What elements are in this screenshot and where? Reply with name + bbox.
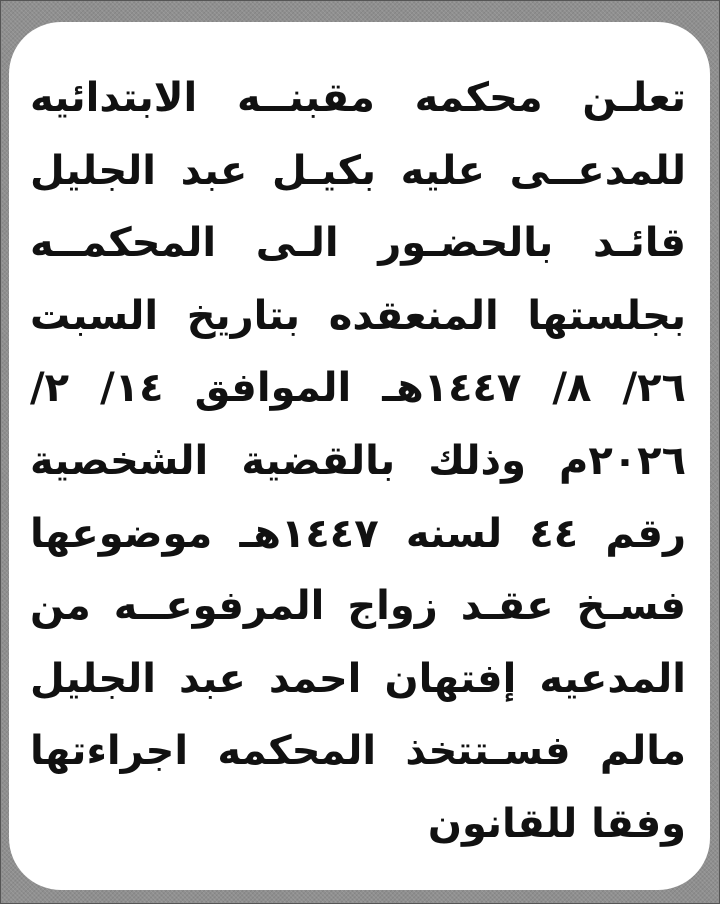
notice-line: تعلـن محكمه مقبنــه الابتدائيه (30, 75, 686, 121)
notice-line: قائـد بالحضـور الـى المحكمــه (30, 220, 686, 267)
notice-line: مالم فسـتتخذ المحكمه اجراءتها (30, 728, 686, 775)
notice-line: وفقا للقانون (427, 800, 686, 847)
notice-line: للمدعــى عليه بكيـل عبد الجليل (30, 147, 686, 194)
notice-line: فسـخ عقـد زواج المرفوعــه من (30, 583, 686, 630)
notice-line: ٢٦/ ٨/ ١٤٤٧هـ الموافق ١٤/ ٢/ (30, 365, 686, 412)
notice-line: ٢٠٢٦م وذلك بالقضية الشخصية (30, 437, 686, 484)
notice-line: بجلستها المنعقده بتاريخ السبت (30, 292, 686, 339)
notice-line: المدعيه إفتهان احمد عبد الجليل (30, 655, 686, 702)
court-notice-text (30, 62, 686, 861)
notice-line: رقم ٤٤ لسنه ١٤٤٧هـ موضوعها (30, 510, 686, 557)
